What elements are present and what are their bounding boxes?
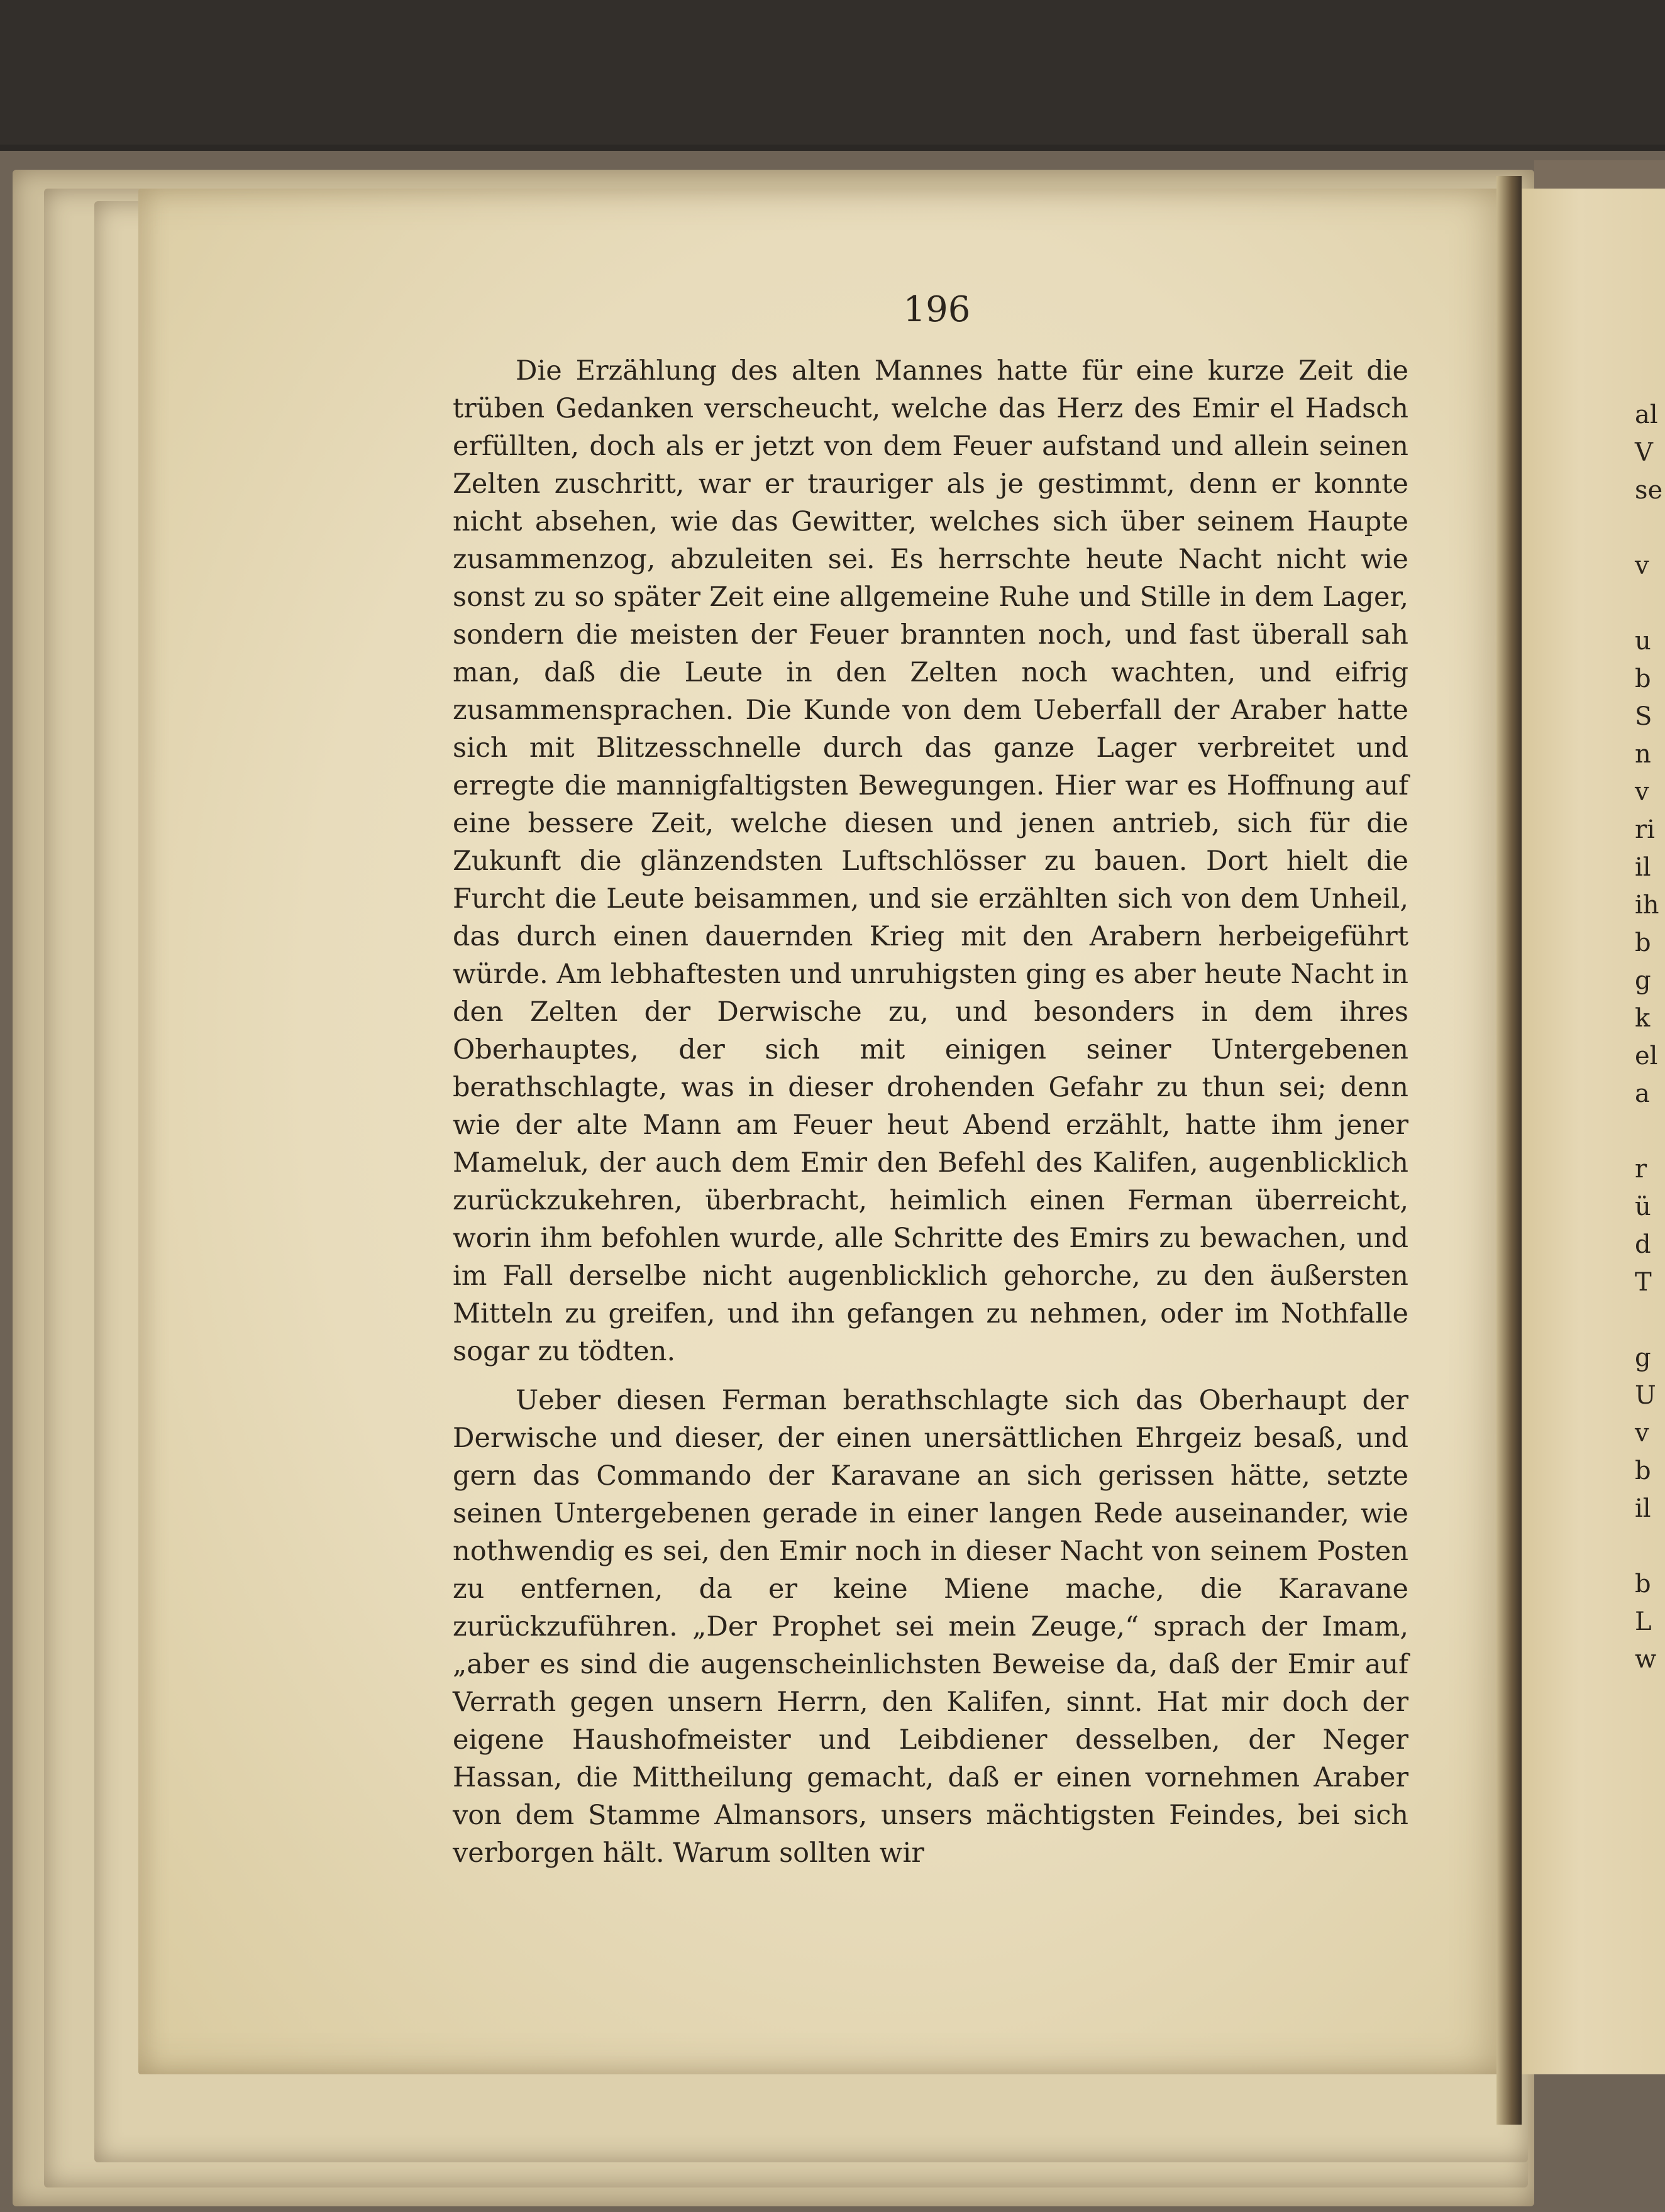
background — [0, 0, 1665, 145]
facing-page-fragment — [1635, 585, 1665, 622]
facing-page-fragment: se — [1635, 476, 1663, 505]
facing-page-fragment: U — [1635, 1381, 1656, 1410]
facing-page-text — [1635, 396, 1665, 1678]
paragraph-2: Ueber diesen Ferman berathschlagte sich das Oberhaupt der Derwische und dieser, der einen unersättlichen Ehrgeiz besaß, und gern das Commando der Karavane an sich gerissen hätte, setzte seinen Untergebenen gerade in einer langen Rede auseinander, wie nothwendig es sei, den Emir noch in dieser Nacht von seinem Posten zu entfernen, da er keine Miene mache, die Karavane zurückzuführen. „Der Prophet sei mein Zeuge,“ sprach der Imam, „aber es sind die augenscheinlichsten Beweise da, daß der Emir auf Verrath gegen unsern Herrn, den Kalifen, sinnt. Hat mir doch der eigene Haushofmeister und Leibdiener desselben, der Neger Hassan, die Mittheilung gemacht, daß er einen vornehmen Araber von dem Stamme Almansors, unsers mächtigsten Feindes, bei sich verborgen hält. Warum sollten wir — [453, 1385, 1408, 1869]
facing-page-fragment: ri — [1635, 815, 1655, 844]
facing-page-fragment: el — [1635, 1042, 1658, 1070]
facing-page-fragment: n — [1635, 740, 1651, 769]
facing-page-fragment: V — [1635, 438, 1653, 467]
facing-page-fragment: b — [1635, 928, 1651, 957]
facing-page-fragment — [1635, 1301, 1665, 1339]
facing-page-fragment: k — [1635, 1004, 1651, 1033]
facing-page-fragment: b — [1635, 1456, 1651, 1485]
facing-page-fragment: r — [1635, 1155, 1647, 1184]
facing-page-fragment: g — [1635, 966, 1651, 995]
body-text — [453, 352, 1408, 1883]
facing-page-fragment: b — [1635, 664, 1651, 693]
facing-page-fragment — [1635, 1527, 1665, 1565]
page-number: 196 — [903, 289, 971, 330]
facing-page-fragment: il — [1635, 1494, 1651, 1523]
facing-page-fragment: w — [1635, 1645, 1657, 1674]
facing-page-fragment: ih — [1635, 891, 1659, 920]
facing-page-fragment: S — [1635, 702, 1652, 731]
book-gutter — [1496, 176, 1522, 2125]
facing-page-fragment: v — [1635, 1419, 1649, 1448]
facing-page-fragment: b — [1635, 1570, 1651, 1598]
facing-page-fragment: ü — [1635, 1192, 1651, 1221]
paragraph-1: Die Erzählung des alten Mannes hatte für eine kurze Zeit die trüben Gedanken verscheucht, welche das Herz des Emir el Hadsch erfüllten, doch als er jetzt von dem Feuer aufstand und allein seinen Zelten zuschritt, war er trauriger als je gestimmt, denn er konnte nicht absehen, wie das Gewitter, welches sich über seinem Haupte zusammenzog, abzuleiten sei. Es herrschte heute Nacht nicht wie sonst zu so später Zeit eine allgemeine Ruhe und Stille in dem Lager, sondern die meisten der Feuer brannten noch, und fast überall sah man, daß die Leute in den Zelten noch wachten, und eifrig zusammensprachen. Die Kunde von dem Ueberfall der Araber hatte sich mit Blitzesschnelle durch das ganze Lager verbreitet und erregte die mannigfaltigsten Bewegungen. Hier war es Hoffnung auf eine bessere Zeit, welche diesen und jenen antrieb, sich für die Zukunft die glänzendsten Luftschlösser zu bauen. Dort hielt die Furcht die Leute beisammen, und sie erzählten sich von dem Unheil, das durch einen dauernden Krieg mit den Arabern herbeigeführt würde. Am lebhaftesten und unruhigsten ging es aber heute Nacht in den Zelten der Derwische zu, und besonders in dem ihres Oberhauptes, der sich mit einigen seiner Untergebenen berathschlagte, was in dieser drohenden Gefahr zu thun sei; denn wie der alte Mann am Feuer heut Abend erzählt, hatte ihm jener Mameluk, der auch dem Emir den Befehl des Kalifen, augenblicklich zurückzukehren, überbracht, heimlich einen Ferman überreicht, worin ihm befohlen wurde, alle Schritte des Emirs zu bewachen, und im Fall derselbe nicht augenblicklich gehorche, zu den äußersten Mitteln zu greifen, und ihn gefangen zu nehmen, oder im Nothfalle sogar zu tödten. — [453, 355, 1408, 1367]
facing-page-fragment: a — [1635, 1079, 1650, 1108]
facing-page-fragment: il — [1635, 853, 1651, 882]
facing-page-fragment: T — [1635, 1268, 1652, 1297]
facing-page-fragment — [1635, 509, 1665, 547]
facing-page-fragment — [1635, 1113, 1665, 1150]
facing-page-fragment: d — [1635, 1230, 1651, 1259]
facing-page-fragment: v — [1635, 551, 1649, 580]
facing-page-fragment: L — [1635, 1607, 1652, 1636]
facing-page-fragment: al — [1635, 400, 1658, 429]
facing-page-fragment: v — [1635, 778, 1649, 806]
right-cover-edge — [1534, 160, 1665, 189]
facing-page-fragment: u — [1635, 627, 1651, 656]
facing-page-fragment: g — [1635, 1343, 1651, 1372]
